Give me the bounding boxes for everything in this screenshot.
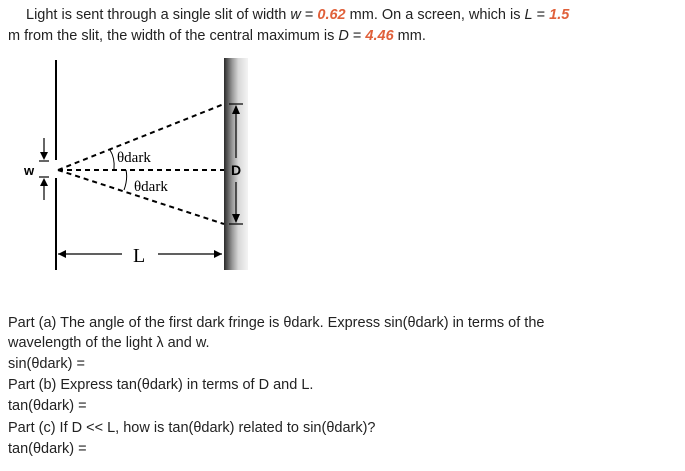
label-D: D: [231, 162, 242, 178]
label-L: L: [133, 245, 146, 267]
D-value: 4.46: [365, 28, 394, 44]
theta-arc-lower: [124, 170, 127, 190]
intro-unit-2: mm.: [397, 28, 426, 44]
part-b-answer-label: tan(θdark) =: [8, 398, 87, 414]
theta-arc-upper: [110, 150, 114, 169]
L-arrowhead-left: [58, 250, 66, 258]
label-theta-upper: θdark: [117, 150, 151, 166]
L-arrowhead-right: [214, 250, 222, 258]
part-a-answer-label: sin(θdark) =: [8, 356, 85, 372]
intro-text-2: m from the slit, the width of the central maximum is: [8, 28, 335, 44]
part-b-prompt: Part (b) Express tan(θdark) in terms of D and L.: [8, 377, 314, 393]
D-symbol: D: [338, 28, 349, 44]
part-a-prompt-line2: wavelength of the light λ and w.: [8, 335, 210, 351]
intro-unit-1: mm. On a screen, which is: [349, 7, 521, 23]
equals-sign-D: =: [352, 28, 362, 44]
equals-sign-L: =: [536, 7, 546, 23]
part-a-prompt-line1: Part (a) The angle of the first dark fringe is θdark. Express sin(θdark) in terms of the: [8, 315, 545, 331]
slit-arrowhead-top: [40, 152, 48, 160]
single-slit-diagram: [0, 50, 270, 280]
label-theta-lower: θdark: [134, 179, 168, 195]
L-value: 1.5: [549, 7, 570, 23]
label-w: w: [24, 163, 35, 178]
part-c-answer-label: tan(θdark) =: [8, 441, 87, 457]
w-symbol: w: [290, 7, 301, 23]
L-symbol: L: [524, 7, 533, 23]
w-value: 0.62: [317, 7, 346, 23]
problem-statement: [8, 5, 678, 47]
intro-text-1: Light is sent through a single slit of width: [26, 7, 287, 23]
slit-arrowhead-bottom: [40, 178, 48, 186]
equals-sign-w: =: [304, 7, 314, 23]
part-c-prompt: Part (c) If D << L, how is tan(θdark) related to sin(θdark)?: [8, 420, 376, 436]
